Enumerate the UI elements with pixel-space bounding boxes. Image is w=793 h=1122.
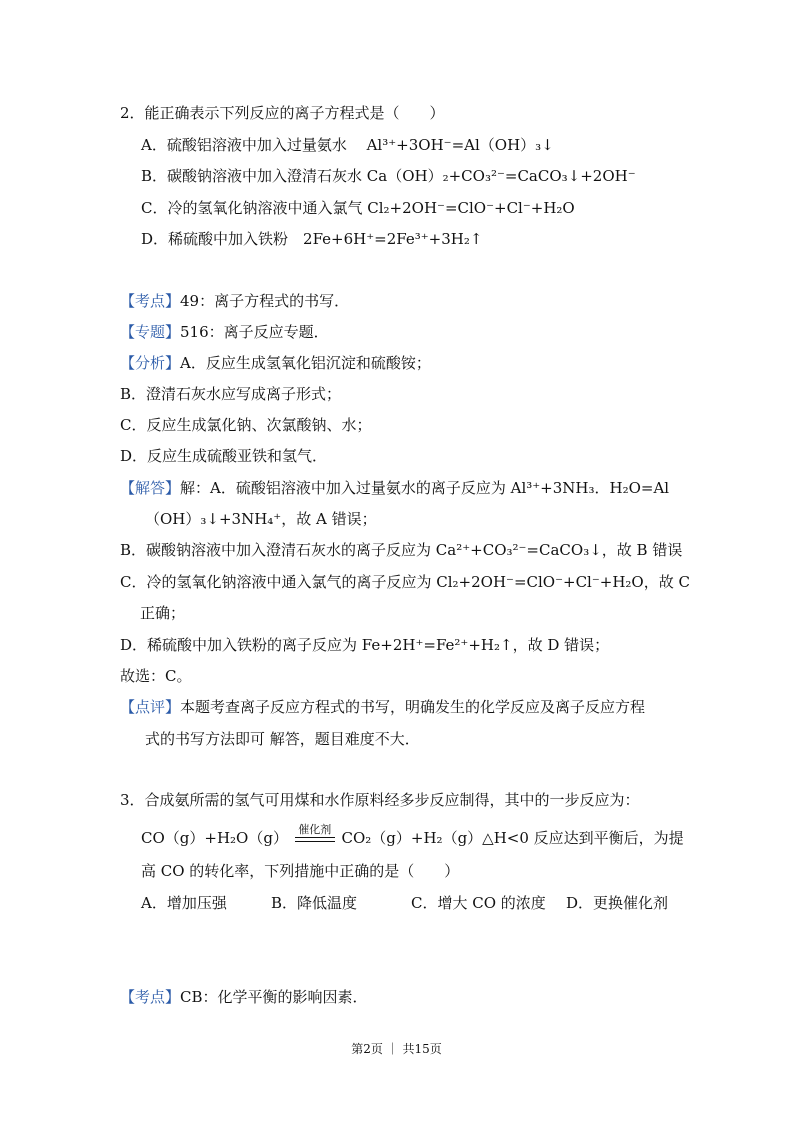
q2-fenxi: [120, 353, 431, 373]
fenxi-line: D．反应生成硫酸亚铁和氢气．: [120, 447, 328, 465]
jieda-tag: 【解答】: [120, 479, 181, 497]
q2-zhuanti: [120, 322, 329, 342]
q2-jieda: [120, 478, 669, 498]
fenxi-tag: 【分析】: [120, 354, 181, 372]
jieda-line: 故选：C。: [120, 667, 192, 685]
dianping-tag: 【点评】: [120, 698, 181, 716]
eq-right: CO₂（g）+H₂（g）△H<0 反应达到平衡后，为提: [341, 829, 684, 847]
kaodian-tag: 【考点】: [120, 988, 181, 1006]
q3-kaodian: [120, 987, 368, 1007]
q2-stem: 2．能正确表示下列反应的离子方程式是（ ）: [120, 104, 445, 122]
jieda-line: 解：A．硫酸铝溶液中加入过量氨水的离子反应为 Al³⁺+3NH₃．H₂O=Al: [180, 479, 670, 497]
fenxi-line: A．反应生成氢氧化铝沉淀和硫酸铵；: [180, 354, 431, 372]
q3-option-c: C．增大 CO 的浓度: [411, 894, 546, 912]
dianping-line: 本题考查离子反应方程式的书写，明确发生的化学反应及离子反应方程: [180, 698, 646, 716]
page-footer: 第2页 ｜ 共15页: [351, 1042, 442, 1056]
q3-option-a: A．增加压强: [141, 894, 227, 912]
q3-equation: [141, 823, 684, 849]
fenxi-line: C．反应生成氯化钠、次氯酸钠、水；: [120, 416, 372, 434]
q3-option-d: D．更换催化剂: [566, 894, 669, 912]
q2-option-b: B．碳酸钠溶液中加入澄清石灰水 Ca（OH）₂+CO₃²⁻=CaCO₃↓+2OH⁻: [141, 167, 636, 185]
jieda-line: B．碳酸钠溶液中加入澄清石灰水的离子反应为 Ca²⁺+CO₃²⁻=CaCO₃↓，故 B 错误: [120, 541, 683, 559]
kaodian-tag: 【考点】: [120, 292, 181, 310]
jieda-line: C．冷的氢氧化钠溶液中通入氯气的离子反应为 Cl₂+2OH⁻=ClO⁻+Cl⁻+H₂O，故 C: [120, 573, 690, 591]
q2-option-d: D．稀硫酸中加入铁粉 2Fe+6H⁺=2Fe³⁺+3H₂↑: [141, 230, 483, 248]
kaodian-text: 49：离子方程式的书写．: [180, 292, 350, 310]
zhuanti-tag: 【专题】: [120, 323, 181, 341]
q3-option-b: B．降低温度: [271, 894, 358, 912]
jieda-line: 正确；: [140, 604, 186, 622]
q2-dianping: [120, 697, 645, 717]
reversible-arrow-icon: [293, 823, 337, 849]
catalyst-label: 催化剂: [298, 823, 332, 836]
kaodian-text: CB：化学平衡的影响因素．: [180, 988, 368, 1006]
q3-stem-cont: 高 CO 的转化率，下列措施中正确的是（ ）: [141, 862, 460, 880]
q2-option-c: C．冷的氢氧化钠溶液中通入氯气 Cl₂+2OH⁻=ClO⁻+Cl⁻+H₂O: [141, 199, 575, 217]
dianping-line: 式的书写方法即可 解答，题目难度不大．: [145, 730, 420, 748]
fenxi-line: B．澄清石灰水应写成离子形式；: [120, 385, 342, 403]
q2-option-a: A．硫酸铝溶液中加入过量氨水 Al³⁺+3OH⁻=Al（OH）₃↓: [141, 136, 554, 154]
q2-kaodian: [120, 291, 349, 311]
zhuanti-text: 516：离子反应专题．: [180, 323, 329, 341]
jieda-line: D．稀硫酸中加入铁粉的离子反应为 Fe+2H⁺=Fe²⁺+H₂↑，故 D 错误；: [120, 636, 610, 654]
q3-stem: 3．合成氨所需的氢气可用煤和水作原料经多步反应制得，其中的一步反应为：: [120, 791, 640, 809]
eq-left: CO（g）+H₂O（g）: [141, 829, 288, 847]
jieda-line: （OH）₃↓+3NH₄⁺，故 A 错误；: [145, 510, 377, 528]
